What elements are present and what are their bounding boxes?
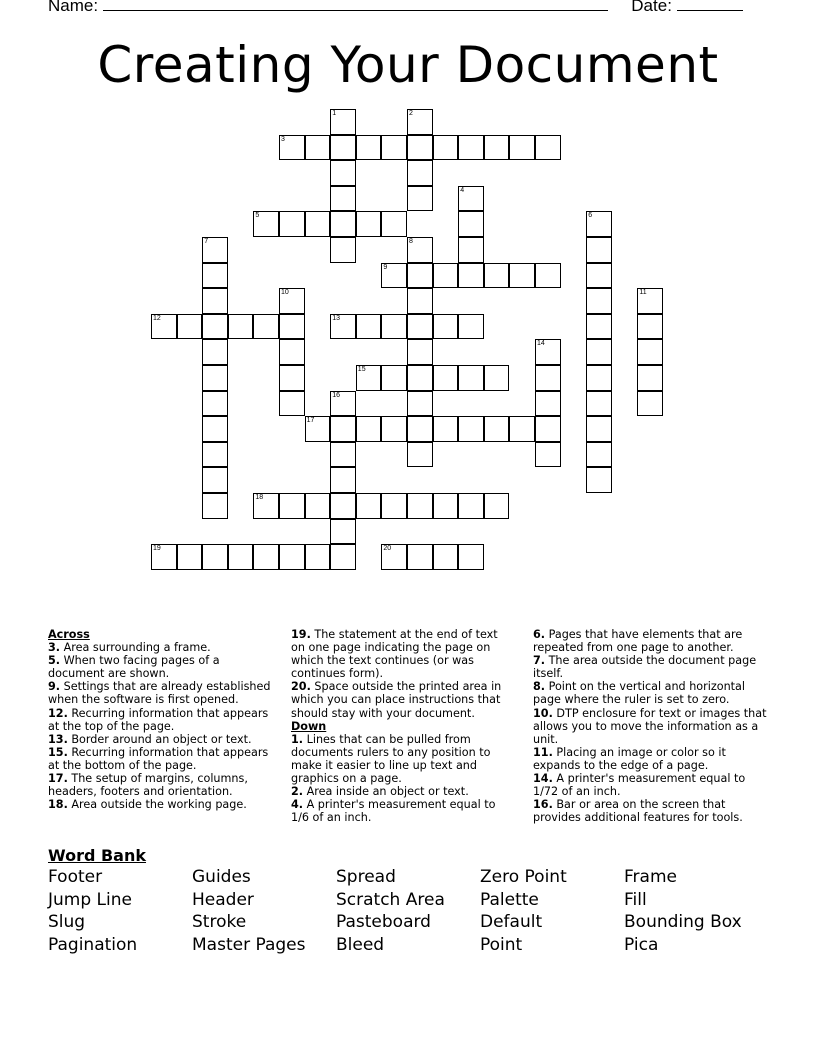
grid-cell[interactable]	[484, 416, 510, 442]
grid-cell[interactable]	[637, 391, 663, 417]
grid-cell[interactable]	[586, 391, 612, 417]
grid-cell[interactable]	[407, 109, 433, 135]
clue	[291, 628, 513, 680]
grid-cell[interactable]	[433, 263, 459, 289]
across-clues-list	[48, 641, 276, 811]
grid-cell[interactable]	[330, 211, 356, 237]
clue-number: 5	[255, 212, 260, 220]
clue-number: 3	[281, 135, 285, 143]
grid-cell[interactable]	[509, 135, 535, 161]
clue-number: 10	[281, 289, 289, 297]
grid-cell[interactable]	[637, 339, 663, 365]
grid-cell[interactable]	[228, 314, 254, 340]
grid-cell[interactable]	[586, 339, 612, 365]
word-bank-word: Zero Point	[480, 867, 567, 887]
grid-cell[interactable]	[535, 135, 561, 161]
clue-text: Recurring information that appears at the bottom of the page.	[48, 745, 269, 772]
grid-cell[interactable]	[484, 263, 510, 289]
grid-cell[interactable]	[407, 263, 433, 289]
grid-cell[interactable]	[407, 544, 433, 570]
grid-cell[interactable]	[458, 544, 484, 570]
clue-number: 7	[204, 238, 209, 245]
clue-text: Border around an object or text.	[67, 732, 252, 746]
grid-cell[interactable]	[330, 493, 356, 519]
grid-cell[interactable]	[202, 365, 228, 391]
clue	[48, 772, 276, 798]
grid-cell[interactable]	[407, 186, 433, 212]
grid-cell[interactable]	[356, 416, 382, 442]
grid-cell[interactable]	[330, 544, 356, 570]
word-bank-word: Scratch Area	[336, 889, 445, 910]
grid-cell[interactable]	[484, 493, 510, 519]
grid-cell[interactable]	[433, 365, 459, 391]
grid-cell[interactable]	[330, 160, 356, 186]
clue-num: 15.	[48, 745, 68, 759]
grid-cell[interactable]	[484, 135, 510, 161]
clue-num: 11.	[533, 745, 553, 759]
clue-number: 8	[409, 238, 413, 245]
grid-cell[interactable]	[458, 237, 484, 263]
grid-cell[interactable]	[407, 365, 433, 391]
clue	[533, 798, 773, 824]
grid-cell[interactable]	[202, 314, 228, 340]
word-bank-word: Pagination	[48, 935, 138, 956]
grid-cell[interactable]	[330, 416, 356, 442]
grid-cell[interactable]	[484, 365, 510, 391]
word-bank-word: Pasteboard	[336, 912, 431, 933]
grid-cell[interactable]	[381, 416, 407, 442]
clue-number: 12	[153, 314, 161, 322]
clue-num: 13.	[48, 732, 68, 746]
word-bank-word: Frame	[624, 867, 677, 887]
grid-cell[interactable]	[381, 544, 407, 570]
clue-number: 14	[537, 340, 545, 348]
clue-num: 9.	[48, 680, 61, 694]
grid-cell[interactable]	[381, 365, 407, 391]
clue	[291, 785, 513, 798]
clue-number: 17	[306, 417, 315, 425]
clue-number: 20	[383, 545, 392, 553]
grid-cell[interactable]	[381, 493, 407, 519]
grid-cell[interactable]	[151, 544, 177, 570]
clue-number: 9	[383, 263, 388, 271]
clue-num: 19.	[291, 628, 311, 641]
grid-cell[interactable]	[330, 391, 356, 417]
clues-column-2	[291, 628, 513, 824]
word-bank-word: Spread	[336, 867, 396, 887]
clue-text: Pages that have elements that are repeated from one page to another.	[533, 628, 743, 655]
grid-cell[interactable]	[253, 314, 279, 340]
clue	[48, 680, 276, 706]
grid-cell[interactable]	[407, 416, 433, 442]
clue	[48, 733, 276, 746]
grid-cell[interactable]	[330, 109, 356, 135]
grid-cell[interactable]	[279, 339, 305, 365]
grid-cell[interactable]	[381, 314, 407, 340]
down-clues-list	[291, 733, 513, 825]
grid-cell[interactable]	[586, 237, 612, 263]
clue-text: Recurring information that appears at the top of the page.	[48, 706, 269, 733]
grid-cell[interactable]	[202, 544, 228, 570]
word-bank-word: Master Pages	[192, 935, 306, 956]
grid-cell[interactable]	[279, 365, 305, 391]
grid-cell[interactable]	[202, 442, 228, 468]
grid-cell[interactable]	[202, 391, 228, 417]
clue-num: 14.	[533, 772, 553, 786]
grid-cell[interactable]	[356, 314, 382, 340]
clue-number: 2	[409, 110, 413, 117]
grid-cell[interactable]	[509, 263, 535, 289]
word-bank-word: Default	[480, 912, 543, 933]
grid-cell[interactable]	[637, 288, 663, 314]
grid-cell[interactable]	[458, 365, 484, 391]
grid-cell[interactable]	[228, 544, 254, 570]
grid-cell[interactable]	[279, 135, 305, 161]
grid-cell[interactable]	[330, 314, 356, 340]
word-bank-title: Word Bank	[48, 846, 147, 865]
clue-text: Point on the vertical and horizontal page where the ruler is set to zero.	[533, 680, 746, 707]
grid-cell[interactable]	[177, 314, 203, 340]
grid-cell[interactable]	[637, 365, 663, 391]
clue-number: 1	[332, 110, 337, 117]
clue	[533, 707, 773, 746]
word-bank-word: Pica	[624, 935, 659, 956]
grid-cell[interactable]	[586, 416, 612, 442]
clue-text: Placing an image or color so it expands to the edge of a page.	[533, 745, 726, 772]
grid-cell[interactable]	[407, 288, 433, 314]
clue-num: 12.	[48, 706, 68, 720]
clue-num: 10.	[533, 706, 553, 720]
clue	[48, 746, 276, 772]
clue-num: 16.	[533, 798, 553, 812]
grid-cell[interactable]	[279, 391, 305, 417]
clue-text: Space outside the printed area in which you can place instructions that should stay with your document.	[291, 680, 502, 720]
clue-num: 8.	[533, 680, 546, 694]
word-bank-word: Fill	[624, 889, 647, 910]
clues-column-3	[533, 628, 773, 824]
grid-cell[interactable]	[586, 467, 612, 493]
grid-cell[interactable]	[279, 314, 305, 340]
clue-num: 18.	[48, 798, 68, 812]
word-bank-word: Guides	[192, 867, 251, 887]
puzzle-title: Creating Your Document	[97, 36, 719, 94]
grid-cell[interactable]	[535, 442, 561, 468]
down-clues-list-cont	[533, 628, 773, 824]
grid-cell[interactable]	[202, 288, 228, 314]
word-bank-word: Bounding Box	[624, 912, 742, 933]
grid-cell[interactable]	[381, 135, 407, 161]
grid-cell[interactable]	[330, 186, 356, 212]
down-heading: Down	[291, 719, 327, 733]
grid-cell[interactable]	[407, 442, 433, 468]
grid-cell[interactable]	[458, 314, 484, 340]
grid-cell[interactable]	[458, 416, 484, 442]
grid-cell[interactable]	[586, 211, 612, 237]
grid-cell[interactable]	[535, 339, 561, 365]
grid-cell[interactable]	[305, 493, 331, 519]
clue-text: The area outside the document page itself.	[533, 654, 757, 681]
clue	[533, 746, 773, 772]
grid-cell[interactable]	[433, 493, 459, 519]
grid-cell[interactable]	[305, 416, 331, 442]
word-bank-word: Header	[192, 889, 254, 910]
clue-num: 5.	[48, 654, 61, 668]
grid-cell[interactable]	[330, 135, 356, 161]
grid-cell[interactable]	[202, 416, 228, 442]
word-bank-word: Footer	[48, 867, 103, 887]
clue	[533, 680, 773, 706]
grid-cell[interactable]	[433, 135, 459, 161]
across-clues-list-cont	[291, 628, 513, 720]
word-bank-word: Jump Line	[48, 889, 132, 910]
grid-cell[interactable]	[433, 416, 459, 442]
clue	[48, 707, 276, 733]
clue-number: 18	[255, 494, 264, 501]
grid-cell[interactable]	[330, 519, 356, 545]
clue-num: 6.	[533, 628, 546, 641]
grid-cell[interactable]	[586, 442, 612, 468]
clue-num: 7.	[533, 654, 546, 668]
grid-cell[interactable]	[305, 544, 331, 570]
clue-text: A printer's measurement equal to 1/72 of an inch.	[533, 772, 746, 799]
grid-cell[interactable]	[535, 263, 561, 289]
grid-cell[interactable]	[279, 288, 305, 314]
grid-cell[interactable]	[433, 314, 459, 340]
grid-cell[interactable]	[330, 442, 356, 468]
clue-number: 15	[357, 366, 366, 373]
grid-cell[interactable]	[509, 416, 535, 442]
word-bank-row	[48, 934, 788, 957]
grid-cell[interactable]	[637, 314, 663, 340]
clue-num: 3.	[48, 641, 61, 655]
grid-cell[interactable]	[202, 339, 228, 365]
grid-cell[interactable]	[458, 135, 484, 161]
grid-cell[interactable]	[407, 237, 433, 263]
grid-cell[interactable]	[305, 211, 331, 237]
word-bank-row	[48, 889, 788, 912]
clue	[291, 733, 513, 785]
clue-number: 19	[153, 545, 161, 553]
grid-cell[interactable]	[586, 365, 612, 391]
grid-cell[interactable]	[586, 288, 612, 314]
grid-cell[interactable]	[458, 186, 484, 212]
word-bank-row	[48, 866, 788, 889]
word-bank-word: Bleed	[336, 935, 385, 956]
clue-number: 13	[332, 314, 340, 322]
clue-text: Lines that can be pulled from documents rulers to any position to make it easier to line up text and graphics on a page.	[291, 732, 491, 786]
clue	[533, 772, 773, 798]
grid-cell[interactable]	[202, 493, 228, 519]
clue-num: 4.	[291, 798, 304, 812]
grid-cell[interactable]	[305, 135, 331, 161]
clue	[48, 654, 276, 680]
grid-cell[interactable]	[177, 544, 203, 570]
clue-text: Area outside the working page.	[67, 798, 247, 812]
clue-text: The statement at the end of text on one page indicating the page on which the text continues (or was continues form).	[291, 628, 498, 681]
grid-cell[interactable]	[586, 314, 612, 340]
grid-cell[interactable]	[151, 314, 177, 340]
grid-cell[interactable]	[381, 211, 407, 237]
clue-text: The setup of margins, columns, headers, footers and orientation.	[48, 772, 248, 799]
word-bank-word: Slug	[48, 912, 86, 933]
clue-num: 2.	[291, 785, 304, 799]
grid-cell[interactable]	[279, 493, 305, 519]
clue	[533, 628, 773, 654]
grid-cell[interactable]	[279, 211, 305, 237]
clue-number: 11	[639, 289, 647, 297]
grid-cell[interactable]	[535, 416, 561, 442]
clue	[533, 654, 773, 680]
grid-cell[interactable]	[356, 493, 382, 519]
grid-cell[interactable]	[458, 211, 484, 237]
grid-cell[interactable]	[407, 135, 433, 161]
grid-cell[interactable]	[253, 544, 279, 570]
grid-cell[interactable]	[330, 467, 356, 493]
grid-cell[interactable]	[407, 339, 433, 365]
grid-cell[interactable]	[202, 237, 228, 263]
clue-num: 17.	[48, 772, 68, 786]
clue-text: Area inside an object or text.	[303, 785, 469, 799]
clues-column-1	[48, 628, 276, 811]
grid-cell[interactable]	[356, 135, 382, 161]
grid-cell[interactable]	[356, 365, 382, 391]
clue-text: Area surrounding a frame.	[60, 641, 211, 655]
grid-cell[interactable]	[202, 263, 228, 289]
clue-text: Settings that are already established when the software is first opened.	[48, 680, 271, 707]
grid-cell[interactable]	[253, 211, 279, 237]
grid-cell[interactable]	[356, 211, 382, 237]
clue-number: 6	[588, 212, 593, 220]
clue	[291, 798, 513, 824]
grid-cell[interactable]	[407, 160, 433, 186]
across-heading: Across	[48, 628, 90, 641]
name-label: Name:	[48, 0, 99, 15]
clue	[291, 680, 513, 719]
grid-cell[interactable]	[535, 365, 561, 391]
word-bank-word: Palette	[480, 889, 539, 910]
grid-cell[interactable]	[407, 314, 433, 340]
clue-number: 16	[332, 391, 340, 399]
clue	[48, 641, 276, 654]
grid-cell[interactable]	[330, 237, 356, 263]
grid-cell[interactable]	[458, 263, 484, 289]
grid-cell[interactable]	[202, 467, 228, 493]
word-bank-word: Stroke	[192, 912, 247, 933]
clue-number: 4	[460, 186, 465, 194]
grid-cell[interactable]	[407, 391, 433, 417]
grid-cell[interactable]	[381, 263, 407, 289]
grid-cell[interactable]	[253, 493, 279, 519]
word-bank-row	[48, 911, 788, 934]
clue-text: DTP enclosure for text or images that allows you to move the information as a unit.	[533, 706, 767, 746]
grid-cell[interactable]	[458, 493, 484, 519]
clue-text: When two facing pages of a document are shown.	[48, 654, 220, 681]
grid-cell[interactable]	[279, 544, 305, 570]
clue-text: Bar or area on the screen that provides additional features for tools.	[533, 798, 743, 825]
clue-num: 1.	[291, 732, 304, 746]
date-label: Date:	[631, 0, 672, 15]
word-bank	[48, 866, 788, 957]
grid-cell[interactable]	[433, 544, 459, 570]
clue-num: 20.	[291, 680, 311, 694]
clue-text: A printer's measurement equal to 1/6 of an inch.	[291, 798, 496, 825]
word-bank-word: Point	[480, 935, 523, 956]
grid-cell[interactable]	[407, 493, 433, 519]
grid-cell[interactable]	[535, 391, 561, 417]
grid-cell[interactable]	[586, 263, 612, 289]
clue	[48, 798, 276, 811]
